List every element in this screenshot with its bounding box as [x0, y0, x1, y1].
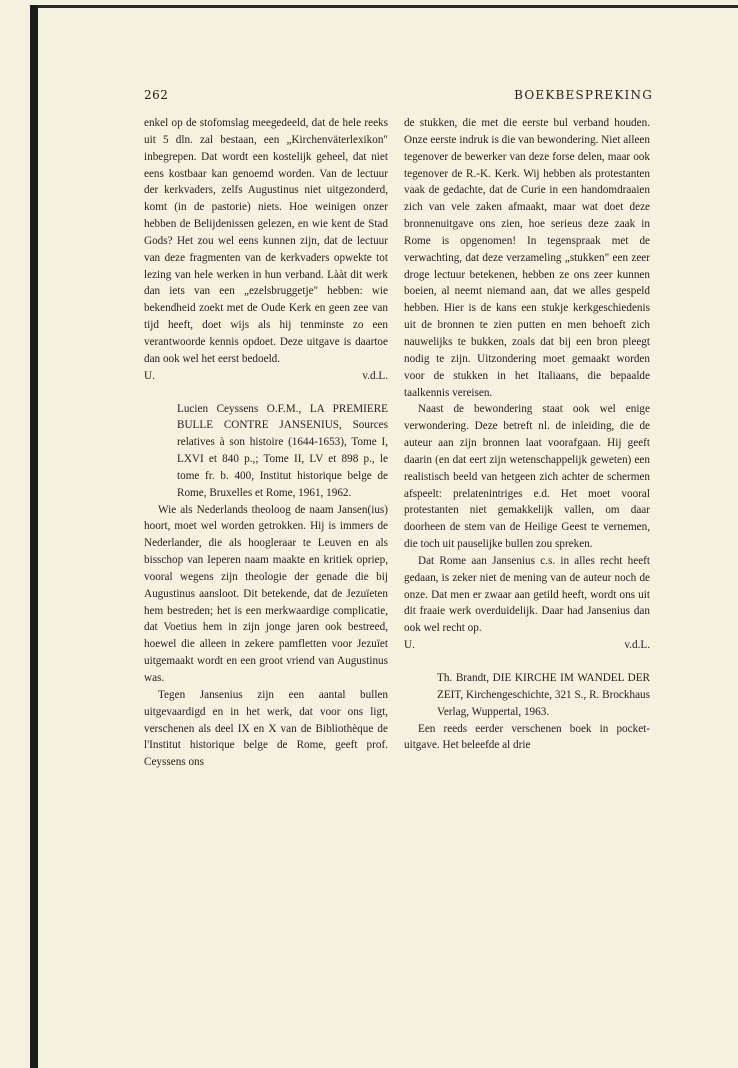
signature-author: v.d.L. [362, 369, 388, 382]
review-paragraph: Dat Rome aan Jansenius c.s. in alles recht heeft gedaan, is zeker niet de mening van de auteur noch de onze. Dat men er zwaar aan getild heeft, wordt ons uit dit fraaie werk overduidelijk. Daar had Jansenius dan ook wel recht op. [404, 554, 650, 635]
review-paragraph: Tegen Jansenius zijn een aantal bullen uitgevaardigd en in het werk, dat voor ons ligt, verschenen als deel IX en X van de Bibliothèque de l'Institut historique belge de Rome, geeft prof. Ceyssens ons [144, 688, 388, 769]
right-column [404, 115, 650, 754]
left-column [144, 115, 388, 771]
review-signature [144, 368, 388, 385]
book-reference: Lucien Ceyssens O.F.M., LA PREMIERE BULLE CONTRE JANSENIUS, Sources relatives à son histoire (1644-1653), Tome I, LXVI et 840 p.,; Tome II, LV et 898 p., le tome fr. b. 400, Institut historique belge de Rome, Bruxelles et Rome, 1961, 1962. [177, 402, 388, 499]
signature-initial: U. [404, 639, 415, 652]
running-header: BOEKBESPREKING [514, 88, 653, 102]
review-paragraph: Naast de bewondering staat ook wel enige verwondering. Deze betreft nl. de inleiding, die de auteur aan zijn bronnen laat voorafgaan. Hij geeft daarin (en dat eert zijn wetenschappelijk geweten) een realistisch beeld van hetgeen zich achter de schermen afspeelt: prelatenintriges e.d. Het moet vooral protestanten niet gemakkelijk vallen, om daar doorheen de stem van de Heilige Geest te vernemen, die toch uit pauselijke bullen zou spreken. [404, 403, 650, 551]
review-signature [404, 637, 650, 654]
review-continuation-paragraph: enkel op de stofomslag meegedeeld, dat de hele reeks uit 5 dln. zal bestaan, een „Kirchenväterlexikon" inbegrepen. Dat wordt een kostelijk geheel, dat niet eens kostbaar kan genoemd worden. Van de lectuur der kerkvaders, zelfs Augustinus niet uitgezonderd, komt (in de pastorie) niets. Hoe weinigen onzer hebben de Belijdenissen gelezen, en wie kent de Stad Gods? Het zou wel eens kunnen zijn, dat de lectuur van deze fragmenten van de kerkvaders opwekte tot lezing van hele werken in hun verband. Lààt dit werk dan iets van een „ezelsbruggetje" hebben: wie bekendheid zoekt met de Oude Kerk en geen zee van tijd heeft, doet wijs als hij tenminste zo een verantwoorde kennis opdoet. Deze uitgave is daartoe dan ook wel het eerst bedoeld. [144, 117, 388, 365]
review-paragraph: Wie als Nederlands theoloog de naam Jansen(ius) hoort, moet wel worden getrokken. Hij is immers de Nederlander, die als hoogleraar te Leuven en als bisschop van Ieperen naam maakte en kritiek opriep, vooral wegens zijn theologie der genade die bij Augustinus aansloot. Dit betekende, dat de Jezuïeten hem bestreden; het is een merkwaardige complicatie, dat Voetius hem in zijn jonge jaren ook bestreed, hoewel die alleen in zekere pamfletten voor Jezuïet uitgemaakt wordt en een groot vriend van Augustinus was. [144, 503, 388, 684]
scan-border-left [30, 5, 38, 1068]
signature-author: v.d.L. [624, 639, 650, 652]
review-paragraph: Een reeds eerder verschenen boek in pocket-uitgave. Het beleefde al drie [404, 722, 650, 752]
book-reference: Th. Brandt, DIE KIRCHE IM WANDEL DER ZEIT, Kirchengeschichte, 321 S., R. Brockhaus Verlag, Wuppertal, 1963. [437, 672, 650, 718]
review-paragraph: de stukken, die met die eerste bul verband houden. Onze eerste indruk is die van bewondering. Niet alleen tegenover de bewerker van deze forse delen, maar ook tegenover de R.-K. Kerk. Wij hebben als protestanten vaak de gedachte, dat de Curie in een handomdraaien zich van vele zaken afmaakt, maar wat doet deze bronnenuitgave ons zien, hoe serieus deze zaak in Rome is opgenomen! In tegenspraak met de verwachting, dat deze verzameling „stukken" een zeer droge lectuur betekenen, hebben ze ons zeer kunnen boeien, al neemt niemand aan, dat we alles gespeld hebben. Hier is de kans een stukje kerkgeschiedenis uit de bronnen te zien putten en men behoeft zich nauwelijks te bukken, zoals dat bij een bron pleegt nodig te zijn. Uitzondering moet gemaakt worden voor de stukken in het Italiaans, die bepaalde taalkennis vereisen. [404, 117, 650, 399]
page-number: 262 [144, 88, 169, 102]
signature-initial: U. [144, 369, 155, 382]
scan-border-top [30, 5, 738, 8]
